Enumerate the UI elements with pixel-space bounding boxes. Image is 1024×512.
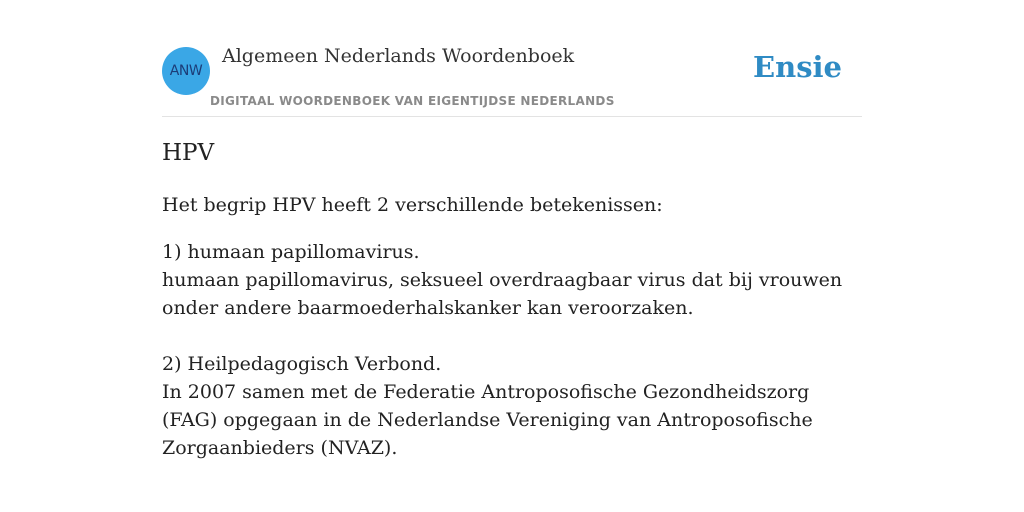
anw-logo-text: ANW	[169, 63, 203, 79]
entry-term: HPV	[162, 140, 215, 166]
meaning-item	[162, 238, 862, 322]
meaning-item	[162, 350, 862, 462]
ensie-brand-link[interactable]: Ensie	[753, 50, 842, 84]
page	[162, 0, 862, 512]
anw-logo[interactable]	[162, 47, 210, 95]
meaning-heading: 2) Heilpedagogisch Verbond.	[162, 353, 442, 375]
entry-intro: Het begrip HPV heeft 2 verschillende betekenissen:	[162, 194, 663, 216]
site-header	[162, 0, 862, 117]
meaning-definition: In 2007 samen met de Federatie Antroposofische Gezondheidszorg (FAG) opgegaan in de Nederlandse Vereniging van Antroposofische Zorgaanbieders (NVAZ).	[162, 381, 813, 459]
meanings-list	[162, 238, 862, 490]
site-subtitle: DIGITAAL WOORDENBOEK VAN EIGENTIJDSE NEDERLANDS	[210, 94, 615, 108]
meaning-heading: 1) humaan papillomavirus.	[162, 241, 420, 263]
meaning-definition: humaan papillomavirus, seksueel overdraagbaar virus dat bij vrouwen onder andere baarmoederhalskanker kan veroorzaken.	[162, 269, 843, 319]
site-title[interactable]: Algemeen Nederlands Woordenboek	[222, 45, 575, 67]
